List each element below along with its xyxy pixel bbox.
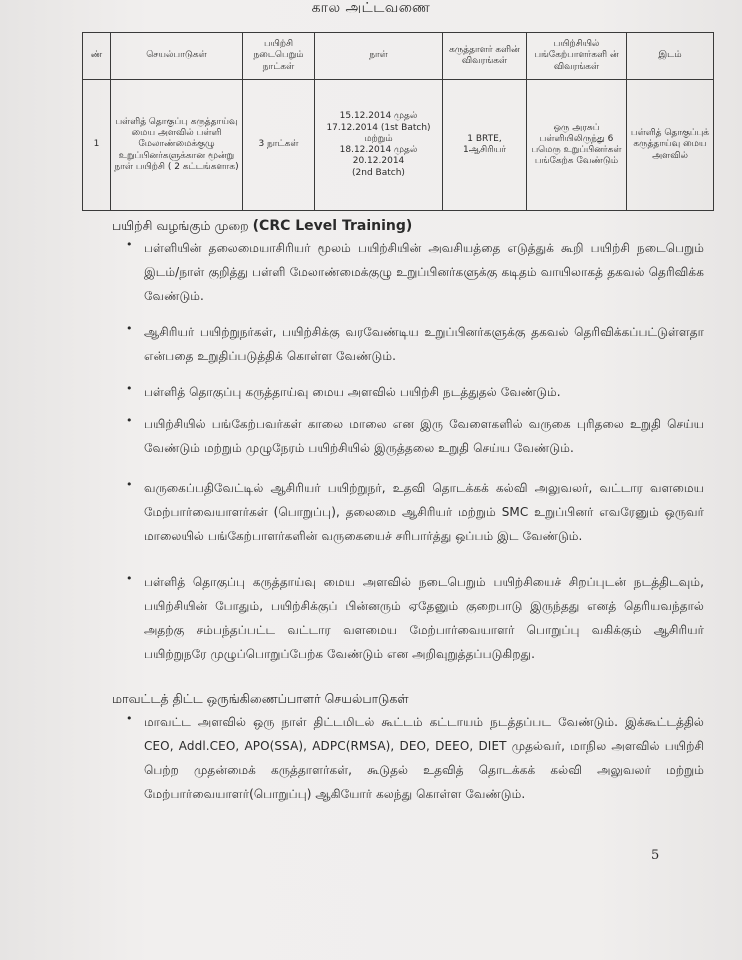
header-days: பயிற்சி நடைபெறும் நாட்கள் <box>243 33 315 80</box>
heading-bold: (CRC Level Training) <box>252 218 413 234</box>
table-row <box>83 80 714 211</box>
date-line: (2nd Batch) <box>352 167 405 178</box>
date-line: 20.12.2014 <box>352 156 405 167</box>
bullet-icon: • <box>126 382 133 395</box>
cell-participants: ஒரு அரசுப் பள்ளியிலிருந்து 6 பமெரு உறுப்பினர்கள் பங்கேற்க வேண்டும் <box>527 80 627 211</box>
header-sno: ண் <box>83 33 111 80</box>
bullet-icon: • <box>126 712 133 725</box>
cell-date <box>315 80 443 211</box>
list-item <box>126 710 704 806</box>
list-item <box>126 570 704 666</box>
section-heading-training-method <box>112 218 412 235</box>
list-item <box>126 380 704 404</box>
date-line: 18.12.2014 முதல் <box>339 145 418 155</box>
date-line: 15.12.2014 முதல் <box>339 111 418 122</box>
list-item <box>126 412 704 460</box>
list-item <box>126 476 704 548</box>
resource-line: 1 BRTE, <box>467 133 502 144</box>
page-title: கால அட்டவணை <box>311 0 431 16</box>
date-line: மற்றும் <box>364 133 393 144</box>
header-date: நாள் <box>315 33 443 80</box>
list-item-text: பள்ளித் தொகுப்பு கருத்தாய்வு மைய அளவில் பயிற்சி நடத்துதல் வேண்டும். <box>144 385 561 399</box>
list-item-text: வருகைப்பதிவேட்டில் ஆசிரியர் பயிற்றுநர், உதவி தொடக்கக் கல்வி அலுவலர், வட்டார வளமைய மேற்பார்வையாளர்கள் (பொறுப்பு), தலைமை ஆசிரியர் மற்றும் SMC உறுப்பினர் எவரேனும் ஒருவர் மாலையில் பங்கேற்பாளர்களின் வருகையைச் சரிபார்த்து ஒப்பம் இட வேண்டும். <box>144 481 704 543</box>
header-venue: இடம் <box>627 33 714 80</box>
list-item <box>126 236 704 308</box>
cell-sno: 1 <box>83 80 111 211</box>
list-item-text: பள்ளித் தொகுப்பு கருத்தாய்வு மைய அளவில் நடைபெறும் பயிற்சியைச் சிறப்புடன் நடத்திடவும், பயிற்சியின் போதும், பயிற்சிக்குப் பின்னரும் ஏதேனும் குறைபாடு இருந்தது எனத் தெரியவந்தால் அதற்கு சம்பந்தப்பட்ட வட்டார வளமைய மேற்பார்வையாளர் பொறுப்பு வகிக்கும் ஆசிரியர் பயிற்றுநரே முழுப்பொறுப்பேற்க வேண்டும் என அறிவுறுத்தப்படுகிறது. <box>144 575 704 661</box>
table-header-row <box>83 33 714 80</box>
date-line: 17.12.2014 (1st Batch) <box>326 122 431 133</box>
heading-prefix: பயிற்சி வழங்கும் முறை <box>112 218 249 233</box>
list-item-text: பயிற்சியில் பங்கேற்பவர்கள் காலை மாலை என இரு வேளைகளில் வருகை புரிதலை உறுதி செய்ய வேண்டும் மற்றும் முழுநேரம் பயிற்சியில் இருத்தலை உறுதி செய்ய வேண்டும். <box>144 417 704 455</box>
section-heading-district-coordinator: மாவட்டத் திட்ட ஒருங்கிணைப்பாளர் செயல்பாடுகள் <box>112 691 409 706</box>
cell-venue: பள்ளித் தொகுப்புக் கருத்தாய்வு மைய அளவில் <box>627 80 714 211</box>
list-item <box>126 320 704 368</box>
cell-resource-persons <box>443 80 527 211</box>
bullet-icon: • <box>126 322 133 335</box>
cell-days: 3 நாட்கள் <box>243 80 315 211</box>
bullet-icon: • <box>126 478 133 491</box>
bullet-icon: • <box>126 572 133 585</box>
header-activities: செயல்பாடுகள் <box>111 33 243 80</box>
bullet-icon: • <box>126 238 133 251</box>
page-number: 5 <box>651 848 660 863</box>
list-item-text: பள்ளியின் தலைமையாசிரியர் மூலம் பயிற்சியின் அவசியத்தை எடுத்துக் கூறி பயிற்சி நடைபெறும் இடம்/நாள் குறித்து பள்ளி மேலாண்மைக்குழு உறுப்பினர்களுக்கு கடிதம் வாயிலாகத் தகவல் தெரிவிக்க வேண்டும். <box>144 241 704 303</box>
header-resource-persons: கருத்தாளர் களின் விவரங்கள் <box>443 33 527 80</box>
bullet-icon: • <box>126 414 133 427</box>
schedule-table <box>82 32 714 211</box>
resource-line: 1ஆசிரியர் <box>462 145 507 155</box>
list-item-text: மாவட்ட அளவில் ஒரு நாள் திட்டமிடல் கூட்டம் கட்டாயம் நடத்தப்பட வேண்டும். இக்கூட்டத்தில் CEO, Addl.CEO, APO(SSA), ADPC(RMSA), DEO, DEEO, DIET முதல்வர், மாநில அளவில் பயிற்சி பெற்ற முதன்மைக் கருத்தாளர்கள், கூடுதல் உதவித் தொடக்கக் கல்வி அலுவலர் மற்றும் மேற்பார்வையாளர்(பொறுப்பு) ஆகியோர் கலந்து கொள்ள வேண்டும். <box>144 715 704 801</box>
list-item-text: ஆசிரியர் பயிற்றுநர்கள், பயிற்சிக்கு வரவேண்டிய உறுப்பினர்களுக்கு தகவல் தெரிவிக்கப்பட்டுள்ளதா என்பதை உறுதிப்படுத்திக் கொள்ள வேண்டும். <box>144 325 704 363</box>
header-participants: பயிற்சியில் பங்கேற்பாளர்களி ன் விவரங்கள் <box>527 33 627 80</box>
cell-activity: பள்ளித் தொகுப்பு கருத்தாய்வு மைய அளவில் பள்ளி மேலாண்மைக்குழு உறுப்பினர்களுக்கான மூன்று நாள் பயிற்சி ( 2 கட்டங்களாக) <box>111 80 243 211</box>
